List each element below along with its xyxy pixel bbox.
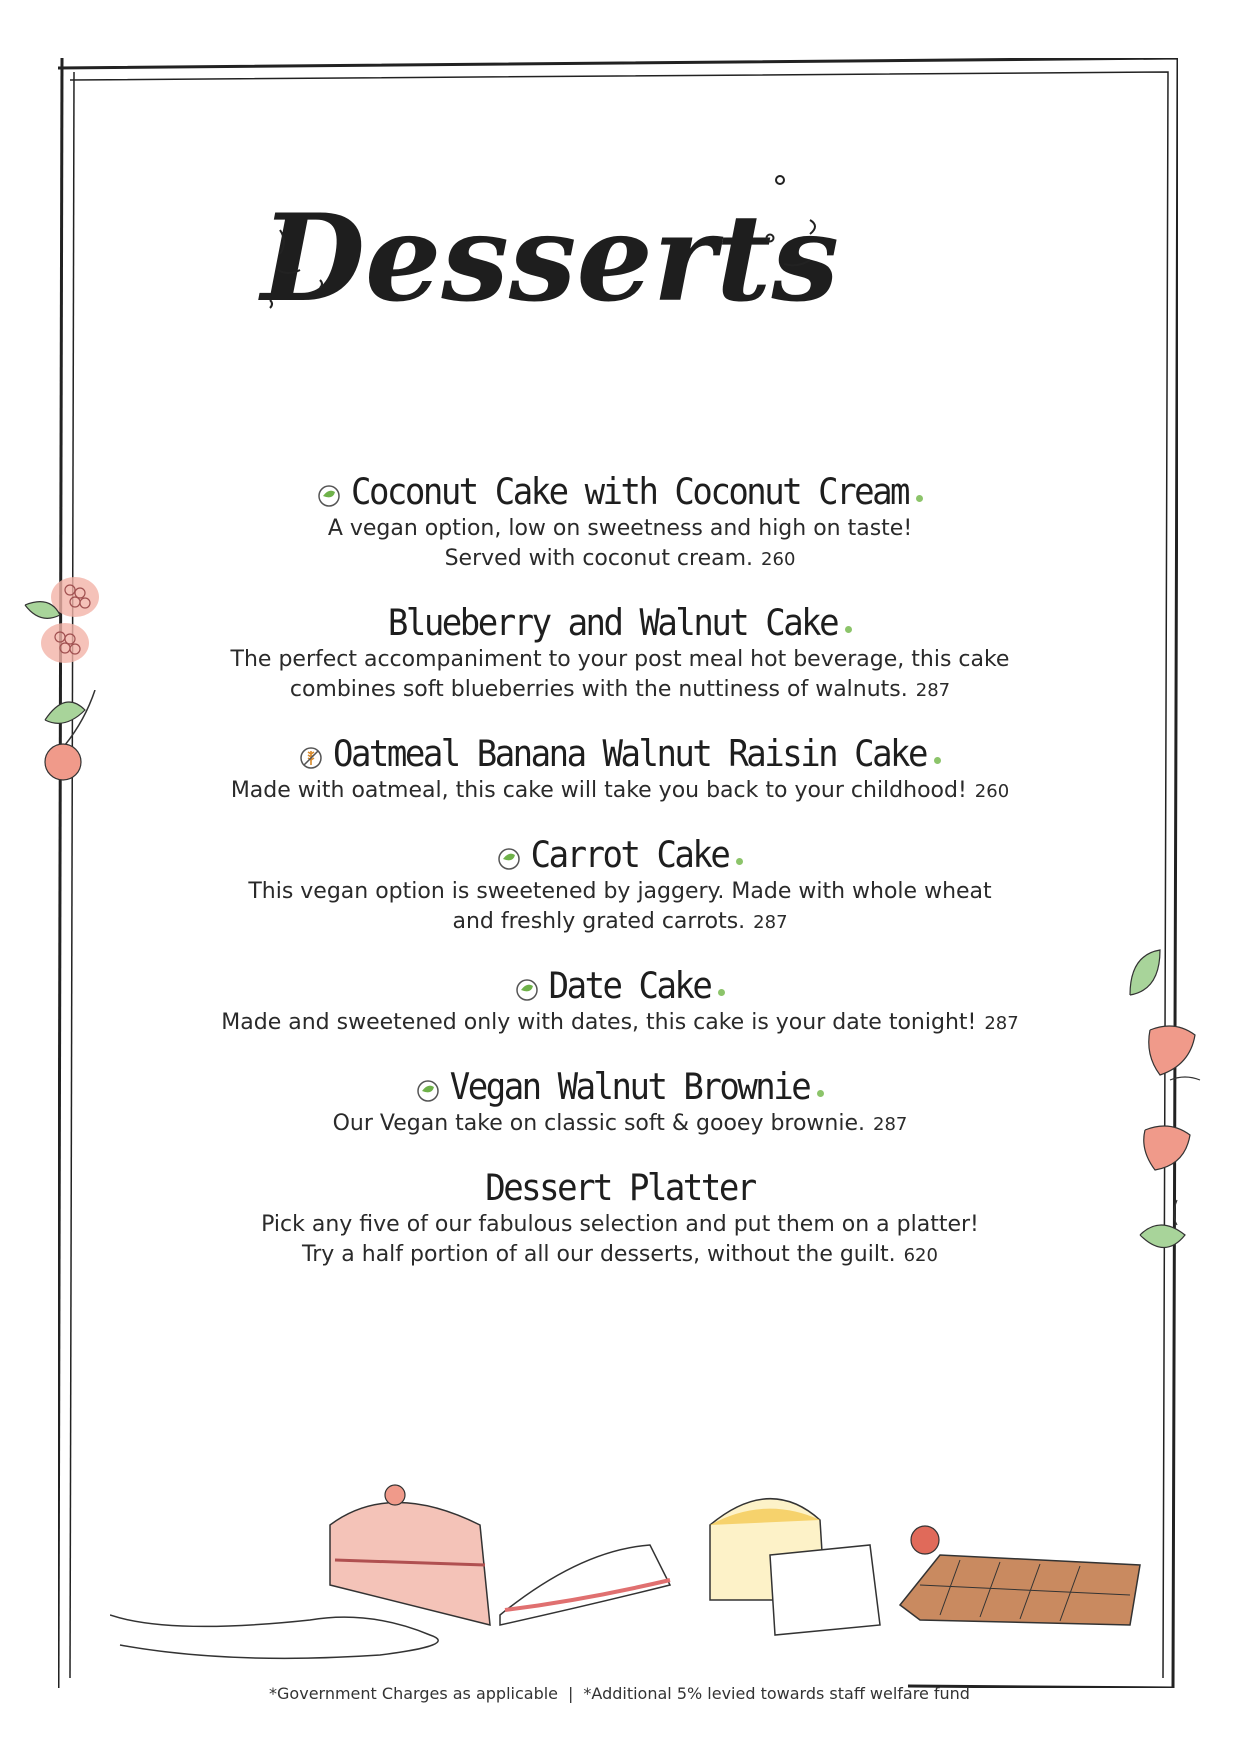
- menu-item-blueberry-walnut-cake: [150, 601, 1090, 706]
- cakes-illustration: [110, 1465, 1160, 1669]
- item-price: 287: [873, 1114, 908, 1135]
- strawberry-illustration: [1140, 1010, 1210, 1094]
- item-description: A vegan option, low on sweetness and high on taste! Served with coconut cream. 260: [327, 516, 913, 571]
- menu-item-coconut-cake: [150, 470, 1090, 575]
- staff-welfare-note: *Additional 5% levied towards staff welfare fund: [583, 1684, 970, 1703]
- item-price: 260: [761, 549, 796, 570]
- veg-dot-icon: [817, 1090, 824, 1097]
- no-gluten-icon: [299, 746, 323, 770]
- menu-item-carrot-cake: [150, 833, 1090, 938]
- item-description: This vegan option is sweetened by jaggery. Made with whole wheat and freshly grated carrots. 287: [248, 879, 992, 934]
- item-name: Coconut Cake with Coconut Cream: [350, 470, 909, 514]
- footer-separator: |: [568, 1684, 574, 1703]
- item-description: Our Vegan take on classic soft & gooey brownie. 287: [332, 1111, 908, 1136]
- menu-item-date-cake: [150, 964, 1090, 1039]
- menu-item-dessert-platter: [150, 1166, 1090, 1271]
- menu-item-vegan-walnut-brownie: [150, 1065, 1090, 1140]
- menu-item-oatmeal-banana-cake: [150, 732, 1090, 807]
- veg-dot-icon: [736, 858, 743, 865]
- item-name: Oatmeal Banana Walnut Raisin Cake: [332, 732, 926, 776]
- dessert-list: [150, 470, 1090, 1297]
- item-price: 260: [974, 781, 1010, 802]
- leaf-illustration: [1120, 945, 1170, 1009]
- vegan-leaf-icon: [317, 484, 341, 508]
- item-price: 287: [915, 680, 951, 701]
- vegan-leaf-icon: [515, 978, 539, 1002]
- item-description: Made with oatmeal, this cake will take you back to your childhood! 260: [230, 778, 1010, 803]
- footer-note: [0, 1684, 1239, 1703]
- item-description: Made and sweetened only with dates, this cake is your date tonight! 287: [221, 1010, 1019, 1035]
- item-name: Date Cake: [548, 964, 711, 1008]
- item-price: 620: [903, 1245, 938, 1266]
- leaf-illustration: [1135, 1195, 1195, 1269]
- item-price: 287: [753, 912, 788, 933]
- raspberry-illustration: [20, 565, 110, 679]
- item-description: The perfect accompaniment to your post meal hot beverage, this cake combines soft blueberries with the nuttiness of walnuts. 287: [230, 647, 1010, 702]
- vegan-leaf-icon: [416, 1079, 440, 1103]
- veg-dot-icon: [718, 989, 725, 996]
- item-name: Vegan Walnut Brownie: [449, 1065, 810, 1109]
- item-name: Dessert Platter: [485, 1166, 755, 1210]
- veg-dot-icon: [845, 626, 852, 633]
- item-description: Pick any five of our fabulous selection and put them on a platter! Try a half portion of all our desserts, without the guilt. 620: [261, 1212, 979, 1267]
- item-price: 287: [984, 1013, 1019, 1034]
- item-name: Blueberry and Walnut Cake: [387, 601, 838, 645]
- strawberry-illustration: [1135, 1110, 1205, 1184]
- desserts-title: [250, 150, 850, 380]
- veg-dot-icon: [934, 757, 941, 764]
- item-name: Carrot Cake: [530, 833, 729, 877]
- vegan-leaf-icon: [497, 847, 521, 871]
- veg-dot-icon: [916, 495, 923, 502]
- title-text: Desserts: [260, 188, 840, 329]
- government-charges-note: *Government Charges as applicable: [269, 1684, 559, 1703]
- cherry-illustration: [35, 690, 105, 794]
